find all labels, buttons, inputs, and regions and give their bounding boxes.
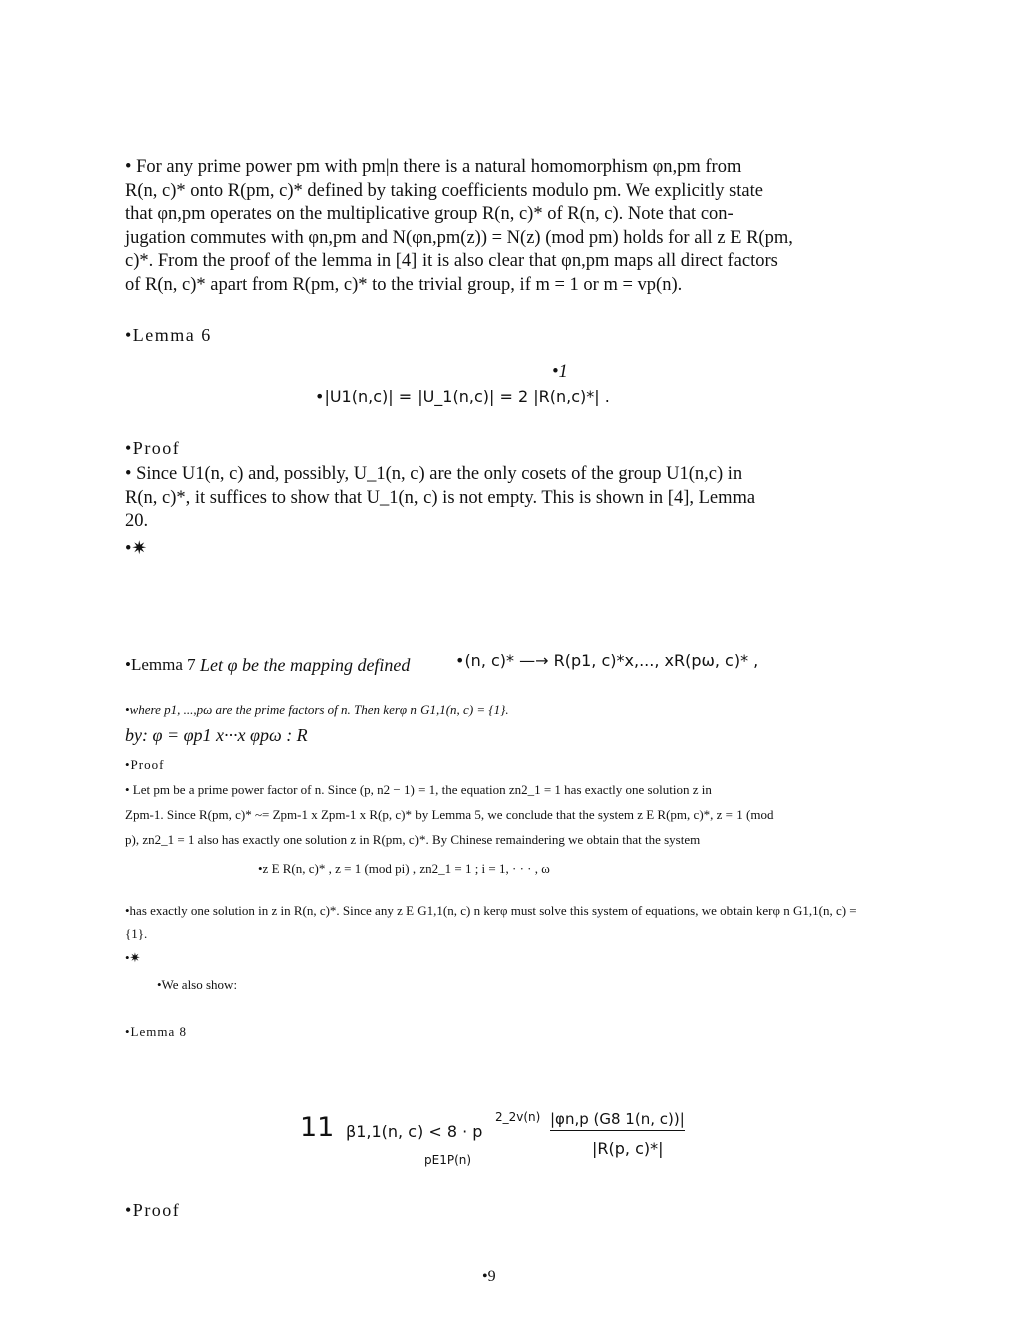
lemma6-heading: •Lemma 6 [125,325,212,345]
lemma8-numerator: |φn,p (G8 1(n, c))| [550,1110,685,1128]
proof2-system: •z E R(n, c)* , z = 1 (mod pi) , zn2_1 = 1 ; i = 1, · · · , ω [258,861,550,876]
proof1-line-3: 20. [125,511,149,531]
proof3-heading: •Proof [125,1200,181,1220]
page-number: •9 [482,1268,496,1285]
proof2-heading: •Proof [125,757,165,772]
lemma7-label: •Lemma 7 [125,655,196,674]
lemma8-lhs: β1,1(n, c) < 8 · p [346,1122,483,1141]
para1-line-6: of R(n, c)* apart from R(pm, c)* to the trivial group, if m = 1 or m = vp(n). [125,275,683,295]
lemma8-denominator: |R(p, c)*| [592,1139,664,1158]
proof2-qed: •✷ [125,950,141,965]
lemma8-lhs-big: 11 [300,1112,335,1143]
proof1-qed: •✷ [125,539,147,559]
para1-line-5: c)*. From the proof of the lemma in [4] it is also clear that φn,pm maps all direct factors [125,251,778,271]
lemma7-text: Let φ be the mapping defined [200,655,411,675]
lemma6-fraction-numerator: •1 [552,362,568,382]
proof2-also: •We also show: [157,977,238,992]
lemma8-heading: •Lemma 8 [125,1024,188,1039]
proof1-line-2: R(n, c)*, it suffices to show that U_1(n, c) is not empty. This is shown in [4], Lemma [125,488,756,508]
proof1-line-1: • Since U1(n, c) and, possibly, U_1(n, c) are the only cosets of the group U1(n,c) in [125,464,743,484]
lemma8-sum-subscript: pE1P(n) [424,1153,472,1167]
proof2-after-1: •has exactly one solution in z in R(n, c)*. Since any z E G1,1(n, c) n kerφ must solve this system of equations, we obtain kerφ n G1,1(n, c) = [125,903,857,918]
proof1-heading: •Proof [125,438,181,458]
proof2-line-3: p), zn2_1 = 1 also has exactly one solution z in R(pm, c)*. By Chinese remaindering we obtain that the system [125,832,701,847]
proof2-line-1: • Let pm be a prime power factor of n. Since (p, n2 − 1) = 1, the equation zn2_1 = 1 has exactly one solution z in [125,782,712,797]
lemma7-by: by: φ = φp1 x···x φpω : R [125,725,308,745]
lemma7-where: •where p1, ...,pω are the prime factors of n. Then kerφ n G1,1(n, c) = {1}. [125,702,509,717]
para1-line-2: R(n, c)* onto R(pm, c)* defined by taking coefficients modulo pm. We explicitly state [125,181,763,201]
para1-line-1: • For any prime power pm with pm|n there is a natural homomorphism φn,pm from [125,157,742,177]
lemma8-exponent: 2_2v(n) [495,1110,541,1124]
para1-line-3: that φn,pm operates on the multiplicative group R(n, c)* of R(n, c). Note that con- [125,204,734,224]
proof2-line-2: Zpm-1. Since R(pm, c)* ~= Zpm-1 x Zpm-1 x R(p, c)* by Lemma 5, we conclude that the system z E R(pm, c)*, z = 1 (mod [125,807,774,822]
para1-line-4: jugation commutes with φn,pm and N(φn,pm(z)) = N(z) (mod pm) holds for all z E R(pm, [125,228,793,248]
lemma8-fraction-bar [550,1130,685,1131]
proof2-after-2: {1}. [125,926,148,941]
lemma6-formula: •|U1(n,c)| = |U_1(n,c)| = 2 |R(n,c)*| . [315,387,610,406]
lemma7-map: •(n, c)* —→ R(p1, c)*x,..., xR(pω, c)* , [455,651,759,670]
